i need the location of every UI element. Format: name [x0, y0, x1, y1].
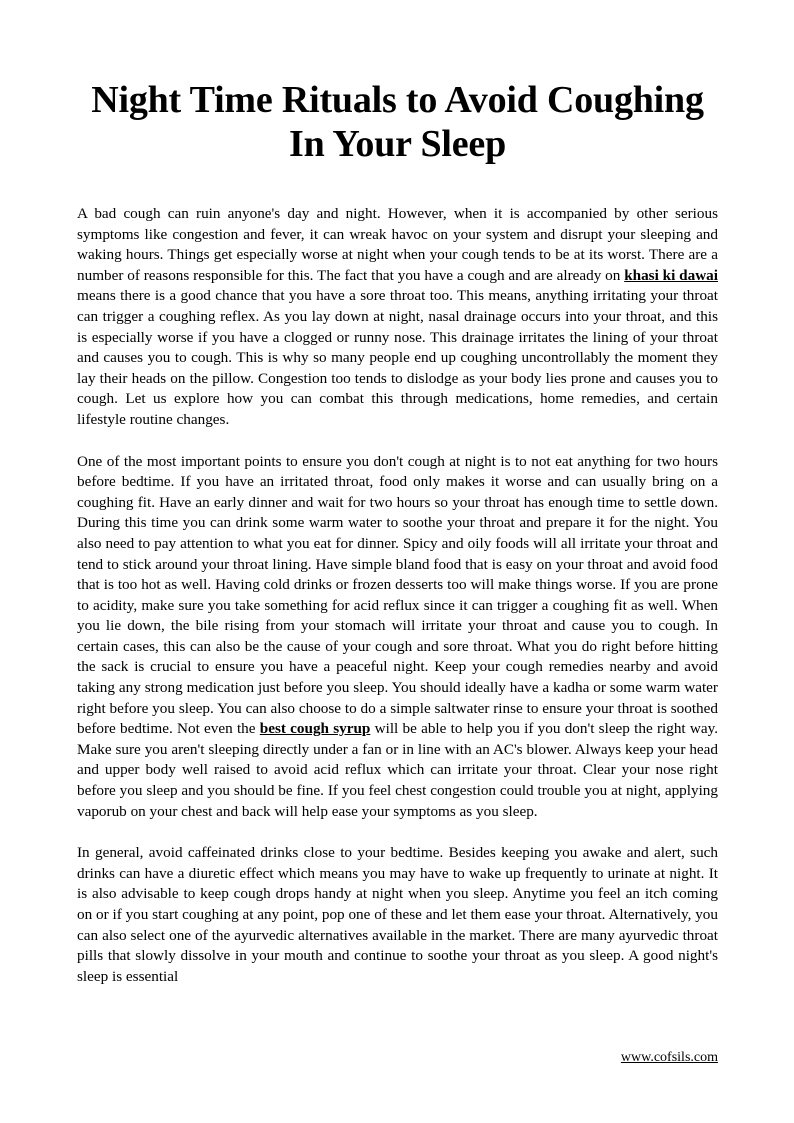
footer-website-link[interactable]: www.cofsils.com: [620, 1050, 718, 1065]
body-paragraph-1: [77, 204, 718, 431]
body-paragraph-2: [77, 452, 718, 823]
paragraph-1-text-end: means there is a good chance that you have a sore throat too. This means, anything irritating your throat can trigger a coughing reflex. As you lay down at night, nasal drainage occurs into your throat, and this is especially worse if you have a clogged or runny nose. This drainage irritates the lining of your throat and causes you to cough. This is why so many people end up coughing uncontrollably the moment they lay their heads on the pillow. Congestion too tends to dislodge as your body lies prone and causes you to cough. Let us explore how you can combat this through medications, home remedies, and certain lifestyle routine changes.: [77, 287, 718, 428]
paragraph-1-text-start: A bad cough can ruin anyone's day and night. However, when it is accompanied by other serious symptoms like congestion and fever, it can wreak havoc on your system and disrupt your sleeping and waking hours. Things get especially worse at night when your cough tends to be at its worst. There are a number of reasons responsible for this. The fact that you have a cough and are already on: [77, 205, 718, 284]
paragraph-2-text-start: One of the most important points to ensure you don't cough at night is to not eat anything for two hours before bedtime. If you have an irritated throat, food only makes it worse and can usually bring on a coughing fit. Have an early dinner and wait for two hours so your throat has enough time to settle down. During this time you can drink some warm water to soothe your throat and prepare it for the night. You also need to pay attention to what you eat for dinner. Spicy and oily foods will all irritate your throat and tend to stick around your throat lining. Have simple bland food that is easy on your throat and avoid food that is too hot as well. Having cold drinks or frozen desserts too will make things worse. If you are prone to acidity, make sure you take something for acid reflux since it can trigger a coughing fit as well. When you lie down, the bile rising from your stomach will irritate your throat and cause you to cough. In certain cases, this can also be the cause of your cough and sore throat. What you do right before hitting the sack is crucial to ensure you have a peaceful night. Keep your cough remedies nearby and avoid taking any strong medication just before you sleep. You should ideally have a kadha or some warm water right before you sleep. You can also choose to do a simple saltwater rinse to ensure your throat is soothed before bedtime. Not even the: [77, 452, 718, 738]
khasi-ki-dawai-link[interactable]: khasi ki dawai: [624, 266, 718, 284]
body-paragraph-3: In general, avoid caffeinated drinks close to your bedtime. Besides keeping you awake and alert, such drinks can have a diuretic effect which means you may have to wake up frequently to urinate at night. It is also advisable to keep cough drops handy at night when you sleep. Anytime you feel an itch coming on or if you start coughing at any point, pop one of these and let them ease your throat. Alternatively, you can also select one of the ayurvedic alternatives available in the market. There are many ayurvedic throat pills that slowly dissolve in your mouth and continue to soothe your throat as you sleep. A good night's sleep is essential: [77, 844, 718, 985]
page-title-line-1: Night Time Rituals to Avoid Coughing: [91, 79, 704, 121]
best-cough-syrup-link[interactable]: best cough syrup: [259, 720, 371, 738]
paragraph-2-text-end: will be able to help you if you don't sleep the right way. Make sure you aren't sleeping directly under a fan or in line with an AC's blower. Always keep your head and upper body well raised to avoid acid reflux which can irritate your throat. Clear your nose right before you sleep and you should be fine. If you feel chest congestion could trouble you at night, applying vaporub on your chest and back will help ease your symptoms as you sleep.: [77, 720, 718, 820]
page-title: [77, 78, 718, 166]
document-page: [77, 78, 718, 987]
page-title-line-2: In Your Sleep: [288, 123, 506, 165]
